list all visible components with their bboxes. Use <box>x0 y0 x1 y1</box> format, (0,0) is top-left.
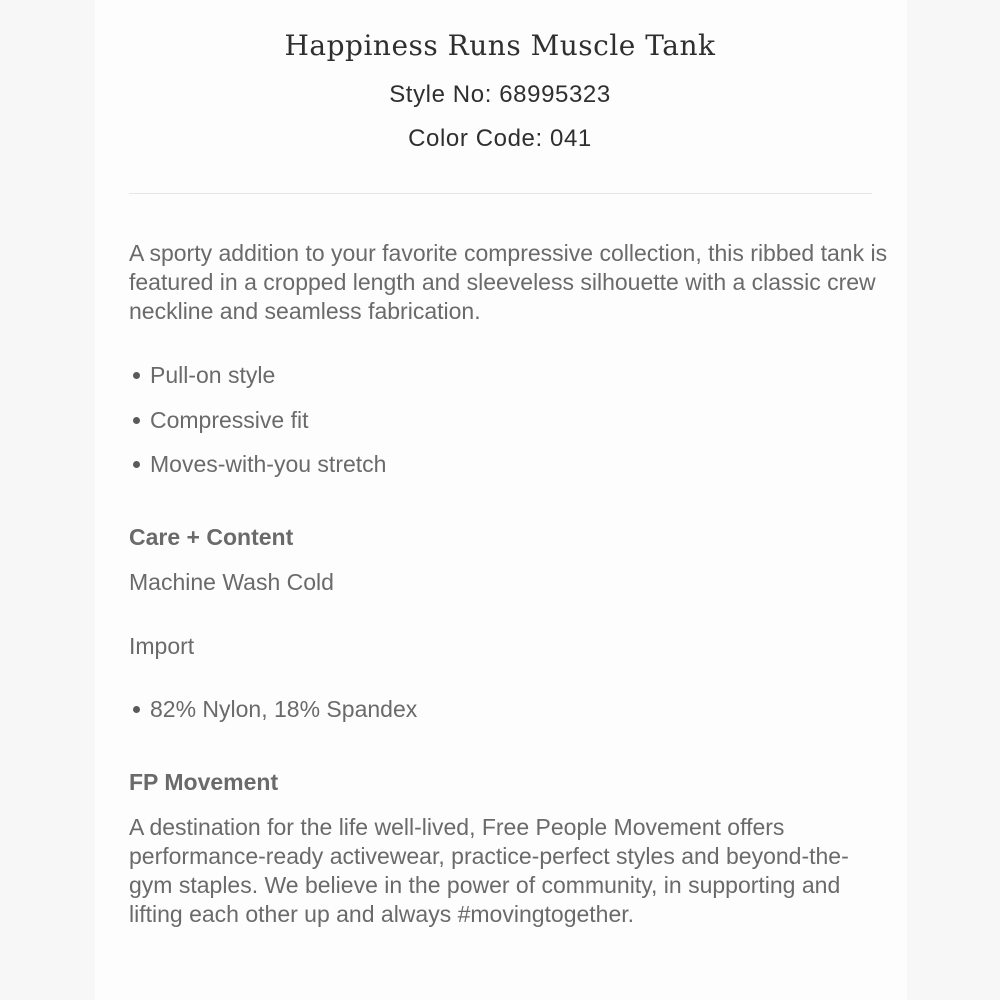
list-item <box>129 449 386 494</box>
bullet-icon <box>133 372 140 379</box>
list-item <box>129 360 386 405</box>
product-title: Happiness Runs Muscle Tank <box>284 29 716 62</box>
feature-text: Pull-on style <box>150 362 276 388</box>
brand-description: A destination for the life well-lived, Free People Movement offers performance-ready activewear, practice-perfect styles and beyond-the-gym staples. We believe in the power of community, in supporting and lifting each other up and always #movingtogether. <box>129 814 849 927</box>
bullet-icon <box>133 461 140 468</box>
feature-text: Moves-with-you stretch <box>150 451 387 477</box>
feature-list <box>129 360 386 494</box>
color-code: Color Code: 041 <box>408 125 592 152</box>
product-description: A sporty addition to your favorite compressive collection, this ribbed tank is featured in a cropped length and sleeveless silhouette with a classic crew neckline and seamless fabrication. <box>129 240 888 324</box>
feature-text: Compressive fit <box>150 406 309 433</box>
fabric-content <box>129 694 417 724</box>
bullet-icon <box>133 706 140 713</box>
fabric-text: 82% Nylon, 18% Spandex <box>150 696 418 722</box>
style-number: Style No: 68995323 <box>389 81 611 108</box>
list-item <box>129 405 386 450</box>
wash-instructions: Machine Wash Cold <box>129 569 334 595</box>
divider <box>129 193 872 194</box>
brand-heading: FP Movement <box>129 769 279 795</box>
bullet-icon <box>133 417 140 424</box>
origin-text: Import <box>129 633 195 659</box>
care-content-heading: Care + Content <box>129 524 294 550</box>
